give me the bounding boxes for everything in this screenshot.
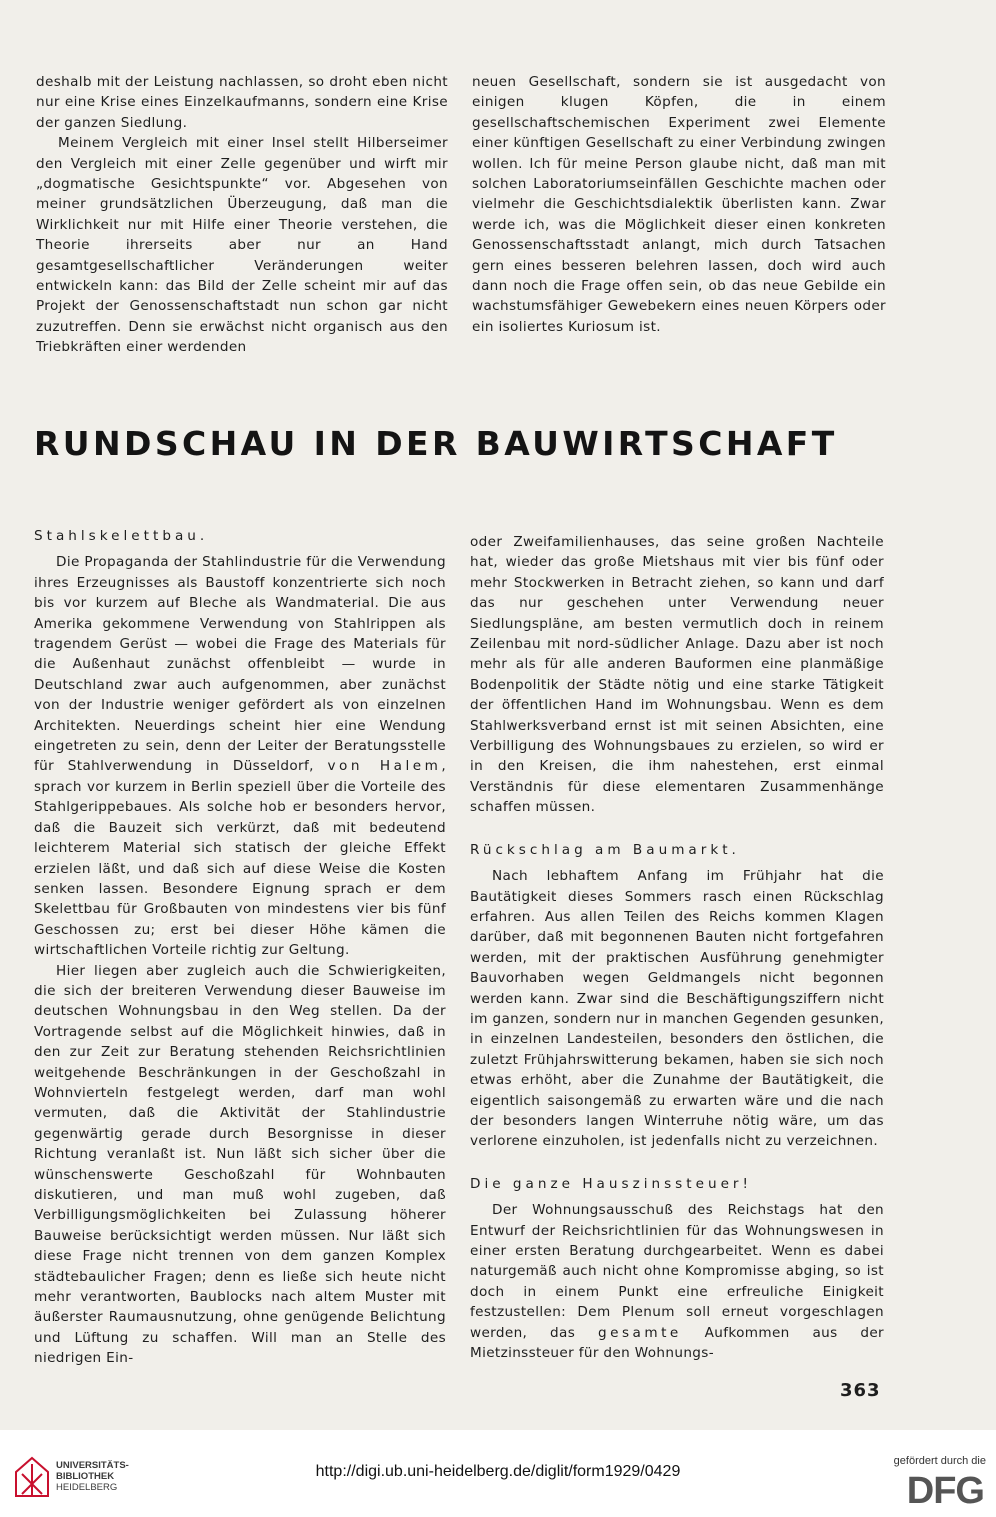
library-name-line: HEIDELBERG (56, 1482, 118, 1493)
paragraph: Meinem Vergleich mit einer Insel stellt Hilberseimer den Vergleich mit einer Zelle gegenüber und wirft mir „dogmatische Gesichtspunkte“ vor. Abgesehen von meiner grundsätzlichen Überzeugung, daß man die Wirklichkeit nur mit Hilfe einer Theorie verstehen, die Theorie ihrerseits aber nur an Hand gesamtgesellschaftlicher Veränderungen weiter entwickeln kann: das Bild der Zelle scheint mir auf das Projekt der Genossenschaftstadt nun schon gar nicht zuzutreffen. Denn sie erwächst nicht organisch aus den Triebkräften einer werdenden (36, 135, 448, 356)
paragraph: Hier liegen aber zugleich auch die Schwierigkeiten, die sich der breiteren Verwendung dieser Bauweise im deutschen Wohnungsbau in den Weg stellen. Da der Vortragende selbst auf die Möglichkeit hinwies, daß in den zur Zeit zur Beratung stehenden Reichsrichtlinien weitgehende Beschränkungen in der Geschoßzahl in Wohnvierteln festgelegt werden, darf man wohl vermuten, daß die Aktivität der Stahlindustrie gegenwärtig gerade durch Besorgnisse in dieser Richtung veranlaßt ist. Nun läßt sich sicher über die wünschenswerte Geschoßzahl für Wohnbauten diskutieren, und man muß wohl zugeben, daß Verbilligungsmöglichkeiten bei Zulassung höherer Bauweise berücksichtigt werden müssen. Nur läßt sich diese Frage nicht trennen von dem ganzen Komplex städtebaulicher Fragen; denn es ließe sich heute nicht mehr verantworten, Baublocks nach altem Muster mit äußerster Raumausnutzung, ohne genügende Belichtung und Lüftung zu schaffen. Will man an Stelle des niedrigen Ein- (34, 962, 446, 1367)
top-right-column (472, 72, 886, 337)
paragraph: neuen Gesellschaft, sondern sie ist ausgedacht von einigen klugen Köpfen, die in einem gesellschaftschemischen Experiment zwei Elemente einer künftigen Gesellschaft zu einer Verbindung zwingen wollen. Ich für meine Person glaube nicht, daß man mit solchen Laboratoriumseinfällen Geschichte machen oder vielmehr die Geschichtsdialektik überlisten kann. Zwar werde ich, was die Möglichkeit dieser einen konkreten Genossenschaftsstadt anlangt, mich durch Tatsachen gern eines besseren belehren lassen, doch wird auch dann noch die Frage offen sein, ob das neue Gebilde ein wachstumsfähiger Gewebekern eines neuen Körpers oder ein isoliertes Kuriosum ist. (472, 74, 886, 335)
subheading: Rückschlag am Baumarkt. (470, 841, 740, 858)
dfg-logo: DFG (906, 1470, 984, 1512)
section-heading: RUNDSCHAU IN DER BAUWIRTSCHAFT (34, 424, 838, 463)
library-name-line: BIBLIOTHEK (56, 1471, 115, 1482)
paragraph: deshalb mit der Leistung nachlassen, so droht eben nicht nur eine Krise eines Einzelkaufmanns, sondern eine Krise der ganzen Siedlung. (36, 74, 448, 131)
paragraph: Nach lebhaftem Anfang im Frühjahr hat die Bautätigkeit dieses Sommers rasch einen Rückschlag erfahren. Aus allen Teilen des Reichs kommen Klagen darüber, daß mit begonnenen Bauten nicht fortgefahren werden, mit der praktischen Ausführung genehmigter Bauvorhaben wegen Geldmangels nicht begonnen werden kann. Zwar sind die Beschäftigungsziffern nicht im ganzen, sondern nur in manchen Gegenden gesunken, in einzelnen Landesteilen, besonders den östlichen, die zuletzt Frühjahrswitterung bekamen, haben sie sich noch etwas erhöht, aber die Zunahme der Bautätigkeit, die eigentlich saisongemäß zu erwarten wäre und die nach der besonders langen Winterruhe nötig wäre, um das verlorene einzuholen, ist jedenfalls nicht zu verzeichnen. (470, 868, 884, 1150)
paragraph: oder Zweifamilienhauses, das seine großen Nachteile hat, wieder das große Mietshaus mit vier bis fünf oder mehr Stockwerken in Betracht ziehen, so kann und darf das nur geschehen unter Verwendung neuer Siedlungspläne, am besten vermutlich doch in reinem Zeilenbau mit nord-südlicher Anlage. Dazu aber ist noch mehr als für alle anderen Bauformen eine planmäßige Bodenpolitik der Städte nötig und eine starke Tätigkeit der öffentlichen Hand im Wohnungsbau. Wenn es dem Stahlwerksverband ernst ist mit seinen Absichten, eine Verbilligung des Wohnungsbaues zu erzielen, so wird er in den Kreisen, die ihm nahestehen, erst einmal Verständnis für diese elementaren Zusammenhänge schaffen müssen. (470, 534, 884, 816)
text-run: Die Propaganda der Stahlindustrie für die Verwendung ihres Erzeugnisses als Baustoff konzentrierte sich noch bis vor kurzem auf Bleche als Wandmaterial. Die aus Amerika gekommene Verwendung von Stahlrippen als tragendem Gerüst — wobei die Frage des Materials für die Außenhaut zunächst offenbleibt — wurde in Deutschland zwar auch aufgenommen, aber zunächst von der Industrie weniger gefördert als von einzelnen Architekten. Neuerdings scheint hier eine Wendung eingetreten zu sein, denn der Leiter der Beratungsstelle für Stahlverwendung in Düsseldorf, (34, 554, 446, 775)
source-url[interactable]: http://digi.ub.uni-heidelberg.de/diglit/form1929/0429 (315, 1463, 681, 1480)
text-run: Aufkommen aus der Mietzinssteuer für den Wohnungs- (470, 1324, 884, 1362)
paragraph (34, 552, 446, 960)
subheading: Die ganze Hauszinssteuer! (470, 1175, 752, 1192)
library-name-line: UNIVERSITÄTS- (56, 1460, 129, 1471)
paragraph (470, 1200, 884, 1363)
sponsor-text: gefördert durch die (893, 1455, 986, 1467)
person-name: von Halem (327, 758, 442, 775)
emphasis: gesamte (597, 1324, 682, 1341)
subheading: Stahlskelettbau. (34, 528, 209, 544)
text-run: , sprach vor kurzem in Berlin speziell über die Vorteile des Stahlgerippebaues. Als solche hob er besonders hervor, daß die Bauzeit sich verkürzt, daß mit bedeutend leichterem Material sich statisch der gleiche Effekt erzielen läßt, und daß sich auf diese Weise die Kosten senken lassen. Besondere Eignung sprach er dem Skelettbau für Großbauten von mindestens vier bis fünf Geschossen zu; erst bei dieser Höhe kämen die wirtschaftlichen Vorteile richtig zur Geltung. (34, 758, 446, 959)
top-left-column (36, 72, 448, 358)
left-column (34, 526, 446, 1369)
text-run: Der Wohnungsausschuß des Reichstags hat den Entwurf der Reichsrichtlinien für das Wohnungswesen in einer ersten Beratung durchgearbeitet. Wenn es dabei naturgemäß auch nicht ohne Kompromisse abging, so ist doch in einem Punkt eine erfreuliche Einigkeit festzustellen: Dem Plenum soll erneut vorgeschlagen werden, das (470, 1202, 884, 1341)
right-column (470, 532, 884, 1363)
page-number: 363 (840, 1380, 881, 1401)
